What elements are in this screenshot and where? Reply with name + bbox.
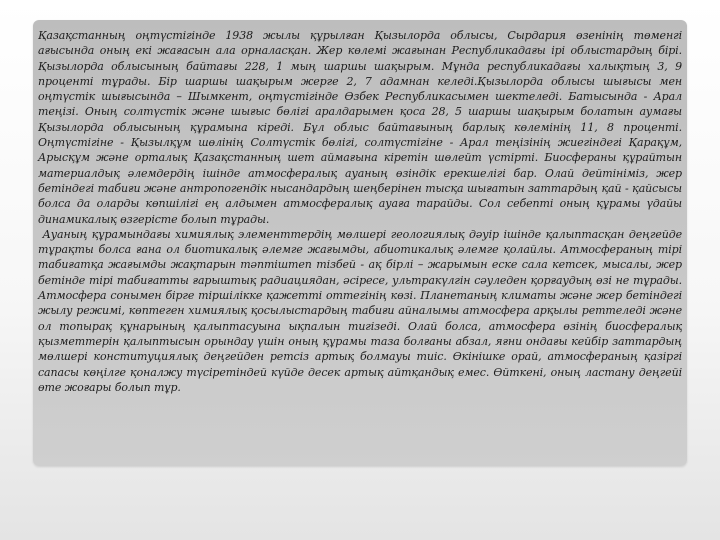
body-text: Қазақстанның оңтүстігінде 1938 жылы құрылған Қызылорда облысы, Сырдария өзенінің төменгі ағысында оның екі жағасын ала орналасқан. Жер көлемі жағынан Республикадағы ірі облыстардың бірі. Қызылорда облысының байтағы 228, 1 мың шаршы шақырым. Мұнда республикадағы халықтың 3, 9 проценті тұрады. Бір шаршы шақырым жерге 2, 7 адамнан келеді.Қызылорда облысы шығысы мен оңтүстік шығысында – Шымкент, оңтүстігінде Өзбек Республикасымен шектеледі. Батысында - Арал теңізі. Оның солтүстік және шығыс бөлігі аралдарымен қоса 28, 5 шаршы шақырым болатын аумағы Қызылорда облысының құрамына кіреді. Бұл облыс байтағының барлық көлемінің 11, 8 проценті. Оңтүстігіне - Қызылқұм шөлінің Солтүстік бөлігі, солтүстігіне - Арал теңізінің жиегіндегі Қарақұм, Арысқұм және орталық Қазақстанның шет аймағына кіретін шөлейт үстірті. Биосфераны құрайтын материалдық әлемдердің ішінде атмосфералық ауаның өзіндік ерекшелігі бар. Олай дейтініміз, жер бетіндегі табиғи және антропогендік нысандардың шеңберінен тысқа шығатын заттардың қай - қайсысы болса да оларды көпшілігі ең алдымен атмосфералық ауаға тарайды. Сол себепті оның құрамы үдайы динамикалық өзгерісте болып тұрады. Ауаның құрамындағы химиялық элементтердің мөлшері геологиялық дәуір ішінде қалыптасқан деңгейде тұрақты болса ғана ол биотикалық әлемге жағымды, абиотикалық әлемге қолайлы. Атмосфераның тірі табиғатқа жағымды жақтарын тәптіштеп тізбей - ақ бірлі – жарымын еске сала кетсек, мысалы, жер бетінде тірі табиғатты ғарыштық радиациядан, әсіресе, ультракүлгін сәуледен қорғаудың өзі не тұрады. Атмосфера сонымен бірге тіршілікке қажетті оттегінің көзі. Планетаның климаты және жер бетіндегі жылу режимі, көптеген химиялық қосылыстардың табиғи айналымы атмосфера арқылы реттеледі және ол топырақ құнарының қалыптасуына ықпалын тигізеді. Олай болса, атмосфера өзінің биосфералық қызметтерін қалыптысын орындау үшін оның құрамы таза болғаны абзал, яғни ондағы кейбір заттардың мөлшері конституциялық деңгейден ретсіз артық болмауы тиіс. Өкінішке орай, атмосфераның қазіргі сапасы көңілге қоналжу түсіретіндей күйде десек артық айтқандық емес. Өйткені, оның ластану деңгейі өте жоғары болып тұр.: [38, 29, 682, 394]
text-panel: [33, 20, 687, 466]
